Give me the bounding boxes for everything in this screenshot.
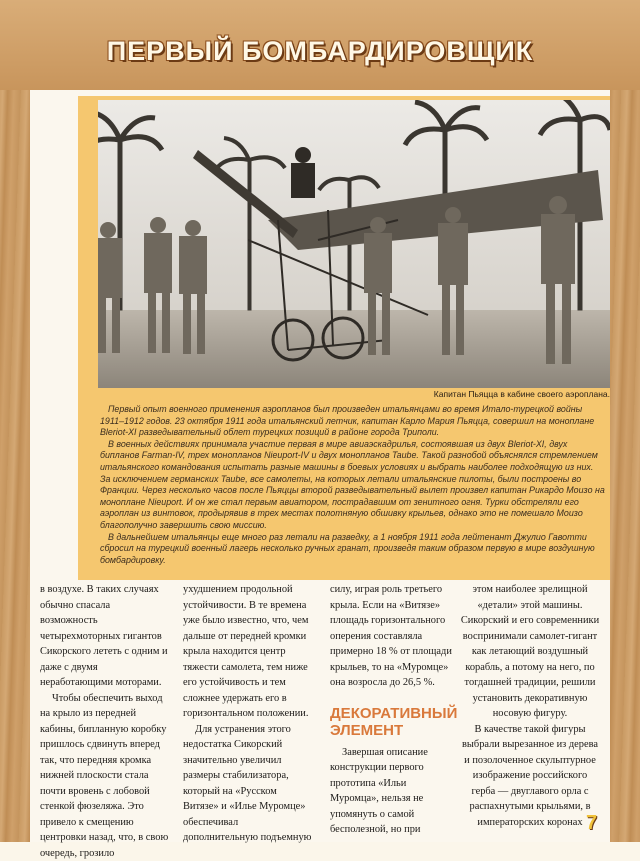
body-paragraph: Чтобы обеспечить выход на крыло из передней кабины, бипланную коробку пришлось сдвинуть вперед так, что передняя кромка нижней плоскости стала почти вровень с лобовой стенкой фюзеляжа. Это привело к смещению центровки назад, что, в свою очередь, грозило xyxy=(40,691,170,861)
body-paragraph: В качестве такой фигуры выбрали вырезанное из дерева и позолоченное скульптурное изображение российского герба — двуглавого орла с распахнутыми крыльями, в императорских коронах xyxy=(460,722,600,831)
info-paragraph: В военных действиях принимала участие первая в мире авиаэскадрилья, состоявшая из двух Bleriot-XI, двух бипланов Farman-IV, трех монопланов Nieuport-IV и двух монопланов Taube. Такой разнобой объяснялся стремлением итальянского командования испытать разные машины в боевых условиях и выбрать наиболее подходящую из них. За исключением германских Taube, все самолеты, на которых летали итальянские пилоты, были построены во Франции. Через несколько часов после Пьяццы второй разведывательный вылет произвел капитан Рикардо Моизо на моноплане Nieuport. И он же стал первым авиатором, пострадавшим от зенитного огня. Турки обстреляли его аэроплан из винтовок, продырявив в трех местах полотняную обшивку крыльев, однако это не помешало Моизо благополучно завершить свою миссию. xyxy=(100,439,605,532)
photo-caption: Капитан Пьяцца в кабине своего аэроплана. xyxy=(420,389,610,399)
info-paragraph: Первый опыт военного применения аэропланов был произведен итальянцами во время Итало-турецкой войны 1911–1912 годов. 23 октября 1911 года итальянский летчик, капитан Карло Мария Пьяцца, совершил на моноплане Bleriot-XI разведывательный облет турецких позиций в районе города Триполи. xyxy=(100,404,605,439)
page-number: 7 xyxy=(586,812,597,835)
text-column-1 xyxy=(40,582,170,861)
body-paragraph: этом наиболее зрелищной «детали» этой машины. Сикорский и его современники воспринимали самолет-гигант как летающий воздушный корабль, а потому на него, по тогдашней традиции, решили установить декоративную носовую фигуру. xyxy=(460,582,600,722)
body-paragraph: в воздухе. В таких случаях обычно спасала возможность четырехмоторных гигантов Сикорского лететь с одним и даже с двумя неработающими моторами. xyxy=(40,582,170,691)
info-paragraph: В дальнейшем итальянцы еще много раз летали на разведку, а 1 ноября 1911 года лейтенант Джулио Гавотти сбросил на турецкий военный лагерь несколько ручных гранат, произведя таким образом первую в мире воздушную бомбардировку. xyxy=(100,532,605,567)
body-paragraph: ухудшением продольной устойчивости. В те времена уже было известно, что, чем дальше от передней кромки крыла находится центр тяжести самолета, тем ниже его устойчивость и тем сложнее удержать его в горизонтальном положении. xyxy=(183,582,313,722)
body-paragraph: силу, играя роль третьего крыла. Если на «Витязе» площадь горизонтального оперения составляла примерно 18 % от площади крыльев, то на «Муромце» она возросла до 26,5 %. xyxy=(330,582,454,691)
text-column-3 xyxy=(330,582,454,838)
historical-photo xyxy=(98,100,610,388)
body-paragraph: Завершая описание конструкции первого прототипа «Ильи Муромца», нельзя не упомянуть о самой бесполезной, но при xyxy=(330,745,454,838)
page-title: ПЕРВЫЙ БОМБАРДИРОВЩИК xyxy=(0,36,640,67)
body-paragraph: Для устранения этого недостатка Сикорский значительно увеличил размеры стабилизатора, который на «Русском Витязе» и «Илье Муромце» обеспечивал дополнительную подъемную xyxy=(183,722,313,846)
section-subheading: ДЕКОРАТИВНЫЙ ЭЛЕМЕНТ xyxy=(330,705,454,739)
info-box-text xyxy=(100,404,605,566)
text-column-4 xyxy=(460,582,600,830)
text-column-2 xyxy=(183,582,313,846)
